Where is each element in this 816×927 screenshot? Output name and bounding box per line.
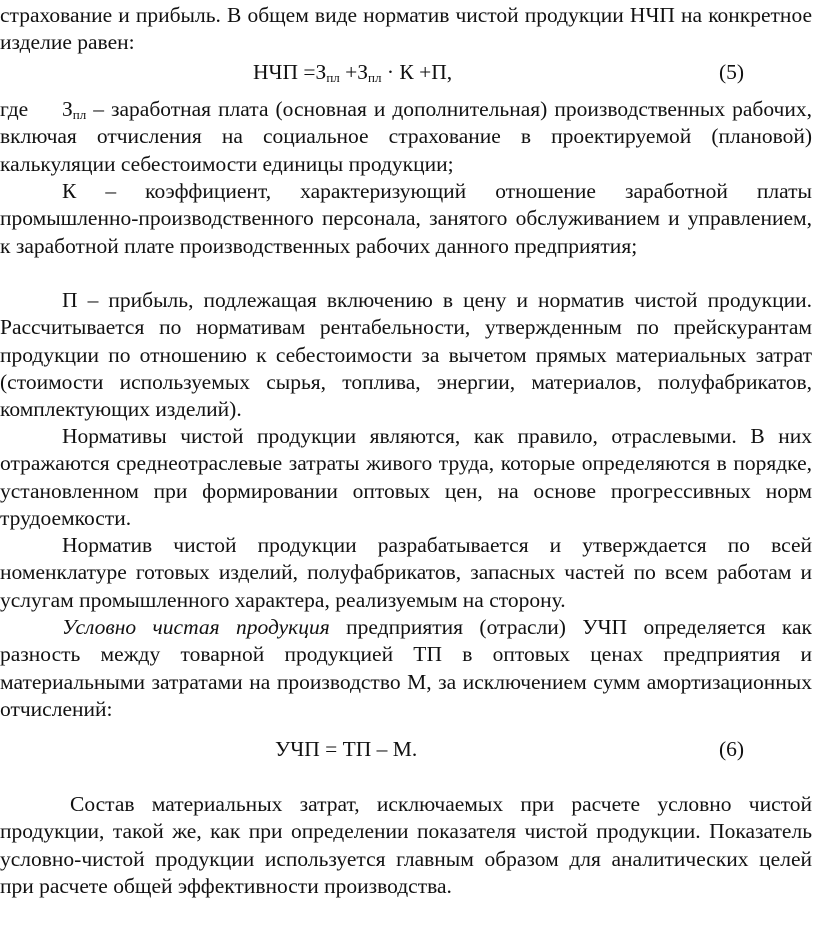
definition-zpl: где $З_{пл}$ – заработная плата (основная и дополнительная) производственных рабочих, включая отчисления на социальное страхование в проектируемой (плановой) калькуляции себестоимости единицы продукции; [0,97,812,176]
formula-5-number: (5) [719,60,745,84]
formula-6 [0,735,812,763]
definition-p: П – прибыль, подлежащая включению в цену и норматив чистой продукции. Рассчитывается по нормативам рентабельности, утвержденным по прейскурантам продукции по отношению к себестоимости за вычетом прямых материальных затрат (стоимости используемых сырья, топлива, энергии, материалов, полуфабрикатов, комплектующих изделий). [0,288,812,422]
formula-5 [0,58,812,86]
formula-6-number: (6) [719,737,745,761]
paragraph-conditional: Условно чистая продукция предприятия (отрасли) УЧП определяется как разность между товарной продукцией ТП в оптовых ценах предприятия и материальными затратами на производство М, за исключением сумм амортизационных отчислений: [0,615,812,721]
definition-k: К – коэффициент, характеризующий отношение заработной платы промышленно-производственного персонала, занятого обслуживанием и управлением, к заработной плате производственных рабочих данного предприятия; [0,179,812,258]
paragraph-intro: страхование и прибыль. В общем виде норматив чистой продукции НЧП на конкретное изделие равен: [0,3,812,55]
formula-6-expression: УЧП = ТП – М. [275,737,418,761]
paragraph-composition: Состав материальных затрат, исключаемых при расчете условно чистой продукции, такой же, как при определении показателя чистой продукции. Показатель условно-чистой продукции используется главным образом для аналитических целей при расчете общей эффективности производства. [0,792,812,898]
term-conditional-net-product: Условно чистая продукция [62,615,330,639]
paragraph-develop: Норматив чистой продукции разрабатывается и утверждается по всей номенклатуре готовых изделий, полуфабрикатов, запасных частей по всем работам и услугам промышленного характера, реализуемым на сторону. [0,533,812,612]
paragraph-normatives: Нормативы чистой продукции являются, как правило, отраслевыми. В них отражаются среднеотраслевые затраты живого труда, которые определяются в порядке, установленном при формировании оптовых цен, на основе прогрессивных норм трудоемкости. [0,424,812,530]
formula-5-expression: НЧП $=З_{пл} +З_{пл} \cdot К +П$, [253,60,453,85]
